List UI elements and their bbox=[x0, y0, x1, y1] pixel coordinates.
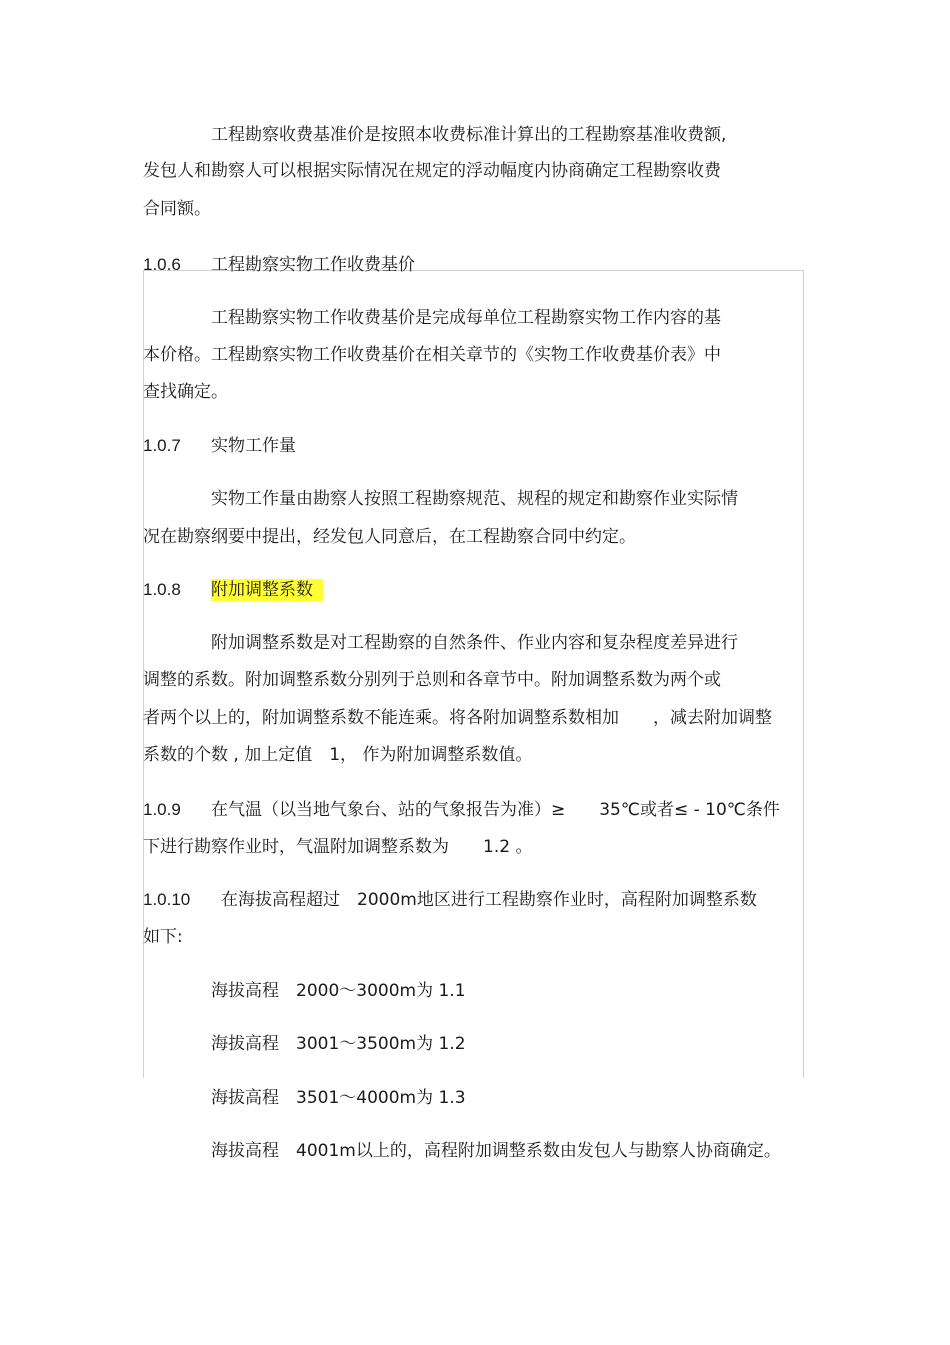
altitude-item-4: 海拔高程 4001m以上的，高程附加调整系数由发包人与勘察人协商确定。 bbox=[211, 1141, 781, 1161]
section-title-1-0-7: 实物工作量 bbox=[211, 436, 296, 456]
s108-line-3: 者两个以上的，附加调整系数不能连乘。将各附加调整系数相加 ，减去附加调整 bbox=[143, 708, 772, 728]
section-number-1-0-7: 1.0.7 bbox=[143, 436, 181, 455]
section-title-1-0-8 bbox=[211, 579, 323, 601]
intro-line-1: 工程勘察收费基准价是按照本收费标准计算出的工程勘察基准收费额, bbox=[211, 125, 727, 145]
s1010-line-2: 如下: bbox=[143, 927, 183, 947]
s108-line-4: 系数的个数 , 加上定值 1， 作为附加调整系数值。 bbox=[143, 745, 533, 765]
intro-line-3: 合同额。 bbox=[143, 199, 211, 219]
s109-line-2: 下进行勘察作业时，气温附加调整系数为 1.2 。 bbox=[143, 837, 533, 857]
s106-line-1: 工程勘察实物工作收费基价是完成每单位工程勘察实物工作内容的基 bbox=[211, 308, 721, 328]
s109-line-1: 在气温（以当地气象台、站的气象报告为准）≥ 35℃或者≤ - 10℃条件 bbox=[211, 800, 780, 820]
section-number-1-0-10: 1.0.10 bbox=[143, 890, 191, 909]
section-number-1-0-8: 1.0.8 bbox=[143, 580, 181, 599]
altitude-item-2: 海拔高程 3001～3500m为 1.2 bbox=[211, 1034, 466, 1054]
s106-line-3: 查找确定。 bbox=[143, 382, 228, 402]
s107-line-1: 实物工作量由勘察人按照工程勘察规范、规程的规定和勘察作业实际情 bbox=[211, 489, 738, 509]
altitude-item-1: 海拔高程 2000～3000m为 1.1 bbox=[211, 981, 466, 1001]
s106-line-2: 本价格。工程勘察实物工作收费基价在相关章节的《实物工作收费基价表》中 bbox=[143, 345, 721, 365]
intro-line-2: 发包人和勘察人可以根据实际情况在规定的浮动幅度内协商确定工程勘察收费 bbox=[143, 161, 721, 181]
highlighted-title: 附加调整系数 bbox=[211, 579, 323, 601]
section-number-1-0-9: 1.0.9 bbox=[143, 800, 181, 819]
s107-line-2: 况在勘察纲要中提出，经发包人同意后，在工程勘察合同中约定。 bbox=[143, 527, 636, 547]
s108-line-2: 调整的系数。附加调整系数分别列于总则和各章节中。附加调整系数为两个或 bbox=[143, 670, 721, 690]
altitude-item-3: 海拔高程 3501～4000m为 1.3 bbox=[211, 1088, 466, 1108]
s108-line-1: 附加调整系数是对工程勘察的自然条件、作业内容和复杂程度差异进行 bbox=[211, 633, 738, 653]
s1010-line-1: 在海拔高程超过 2000m地区进行工程勘察作业时，高程附加调整系数 bbox=[221, 890, 757, 910]
section-title-1-0-6: 工程勘察实物工作收费基价 bbox=[211, 255, 415, 275]
section-number-1-0-6: 1.0.6 bbox=[143, 255, 181, 274]
